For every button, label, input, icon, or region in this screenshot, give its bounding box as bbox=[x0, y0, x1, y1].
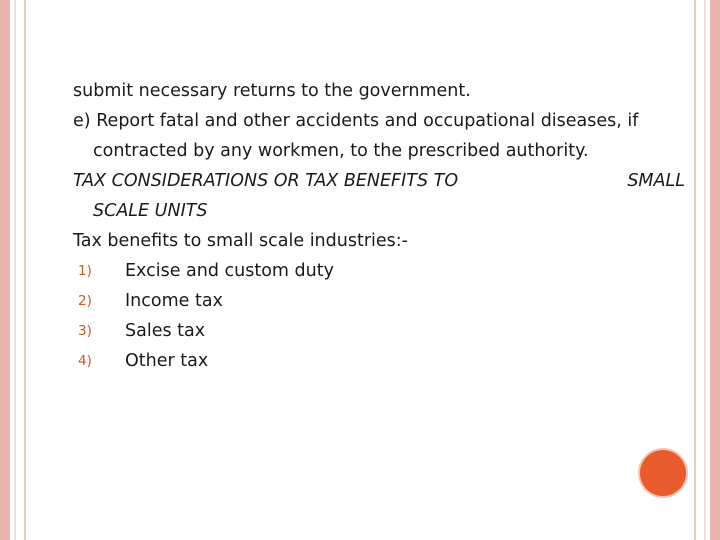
list-item-text: Sales tax bbox=[125, 321, 206, 341]
right-border-decoration bbox=[692, 0, 720, 540]
item-e-marker: e) bbox=[73, 111, 91, 131]
list-item bbox=[73, 286, 685, 316]
section-heading-continued: SCALE UNITS bbox=[93, 201, 208, 221]
list-item-text: Other tax bbox=[125, 351, 209, 371]
list-number: 4) bbox=[78, 353, 92, 369]
tax-benefits-list bbox=[73, 256, 685, 376]
item-e-text: Report fatal and other accidents and occupational diseases, if bbox=[96, 111, 639, 131]
section-heading-part2: SMALL bbox=[627, 171, 685, 191]
item-e-text-continued: contracted by any workmen, to the prescribed authority. bbox=[93, 141, 589, 161]
intro-text: Tax benefits to small scale industries:- bbox=[73, 231, 408, 251]
section-heading bbox=[73, 166, 685, 196]
list-item bbox=[73, 316, 685, 346]
left-border-decoration bbox=[0, 0, 28, 540]
slide-content bbox=[73, 76, 685, 376]
list-item-text: Income tax bbox=[125, 291, 223, 311]
list-number: 3) bbox=[78, 323, 92, 339]
list-number: 2) bbox=[78, 293, 92, 309]
item-e bbox=[73, 106, 685, 136]
list-item bbox=[73, 256, 685, 286]
section-heading-part1: TAX CONSIDERATIONS OR TAX BENEFITS TO bbox=[73, 171, 459, 191]
decorative-circle bbox=[640, 450, 686, 496]
list-item bbox=[73, 346, 685, 376]
list-number: 1) bbox=[78, 263, 92, 279]
text-line-returns: submit necessary returns to the government. bbox=[73, 81, 471, 101]
list-item-text: Excise and custom duty bbox=[125, 261, 334, 281]
